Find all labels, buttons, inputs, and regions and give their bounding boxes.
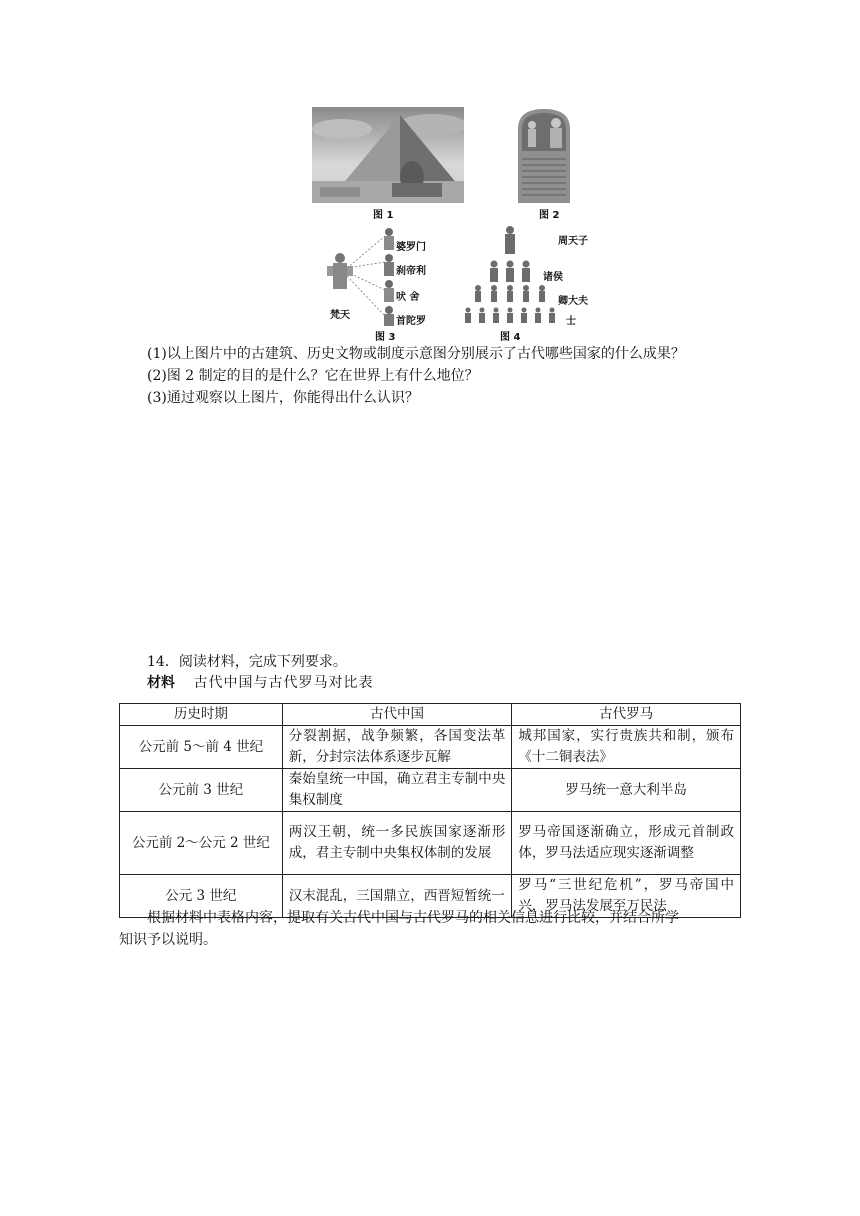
table-header-row <box>120 704 741 726</box>
comparison-table <box>119 703 741 918</box>
fig3-label-kshatriya: 刹帝利 <box>396 266 426 277</box>
q14-prompt-line-2: 知识予以说明。 <box>119 932 217 948</box>
fig4-label-lords: 诸侯 <box>543 272 563 283</box>
table-cell: 分裂割据，战争频繁，各国变法革新，分封宗法体系逐步瓦解 <box>282 726 512 769</box>
figure-2-stele <box>512 107 576 203</box>
fig3-label-vaishya: 吠 舍 <box>396 292 420 303</box>
table-cell: 汉末混乱，三国鼎立，西晋短暂统一 <box>282 875 512 918</box>
table-header-cell: 古代罗马 <box>512 704 741 726</box>
table-cell: 公元前 2～公元 2 世纪 <box>120 812 283 875</box>
q14-material-line <box>147 672 373 694</box>
table-cell: 城邦国家，实行贵族共和制，颁布《十二铜表法》 <box>512 726 741 769</box>
figure-3-caption: 图 3 <box>375 332 396 343</box>
table-cell: 秦始皇统一中国，确立君主专制中央集权制度 <box>282 769 512 812</box>
material-title: 古代中国与古代罗马对比表 <box>193 675 374 691</box>
fig4-label-ministers: 卿大夫 <box>558 296 588 307</box>
table-header-cell: 历史时期 <box>120 704 283 726</box>
table-row <box>120 812 741 875</box>
table-row <box>120 726 741 769</box>
fig3-label-shudra: 首陀罗 <box>396 316 426 327</box>
figure-1-caption: 图 1 <box>373 210 394 221</box>
fig4-label-king: 周天子 <box>558 236 588 247</box>
table-header-cell: 古代中国 <box>282 704 512 726</box>
table-cell: 罗马统一意大利半岛 <box>512 769 741 812</box>
figure-2-caption: 图 2 <box>539 210 560 221</box>
table-cell: 公元 3 世纪 <box>120 875 283 918</box>
table-cell: 公元前 5～前 4 世纪 <box>120 726 283 769</box>
fig3-label-brahmin: 婆罗门 <box>396 242 426 253</box>
table-cell: 两汉王朝，统一多民族国家逐渐形成，君主专制中央集权体制的发展 <box>282 812 512 875</box>
q13-item-3: (3)通过观察以上图片，你能得出什么认识？ <box>147 390 419 406</box>
q13-item-2: (2)图 2 制定的目的是什么？它在世界上有什么地位？ <box>147 368 479 384</box>
q14-prompt-line-1: 根据材料中表格内容，提取有关古代中国与古代罗马的相关信息进行比较，并结合所学 <box>147 910 679 926</box>
table-cell: 罗马“三世纪危机”，罗马帝国中兴，罗马法发展至万民法 <box>512 875 741 918</box>
figure-4-caption: 图 4 <box>500 332 521 343</box>
table-cell: 公元前 3 世纪 <box>120 769 283 812</box>
fig3-label-brahma: 梵天 <box>330 310 350 321</box>
fig4-label-scholars: 士 <box>566 316 576 327</box>
q14-title: 14．阅读材料，完成下列要求。 <box>147 654 347 670</box>
figure-1-pyramid <box>312 107 464 203</box>
table-cell: 罗马帝国逐渐确立，形成元首制政体，罗马法适应现实逐渐调整 <box>512 812 741 875</box>
table-row <box>120 769 741 812</box>
q13-item-1: (1)以上图片中的古建筑、历史文物或制度示意图分别展示了古代哪些国家的什么成果？ <box>147 346 685 362</box>
material-label: 材料 <box>147 675 175 691</box>
